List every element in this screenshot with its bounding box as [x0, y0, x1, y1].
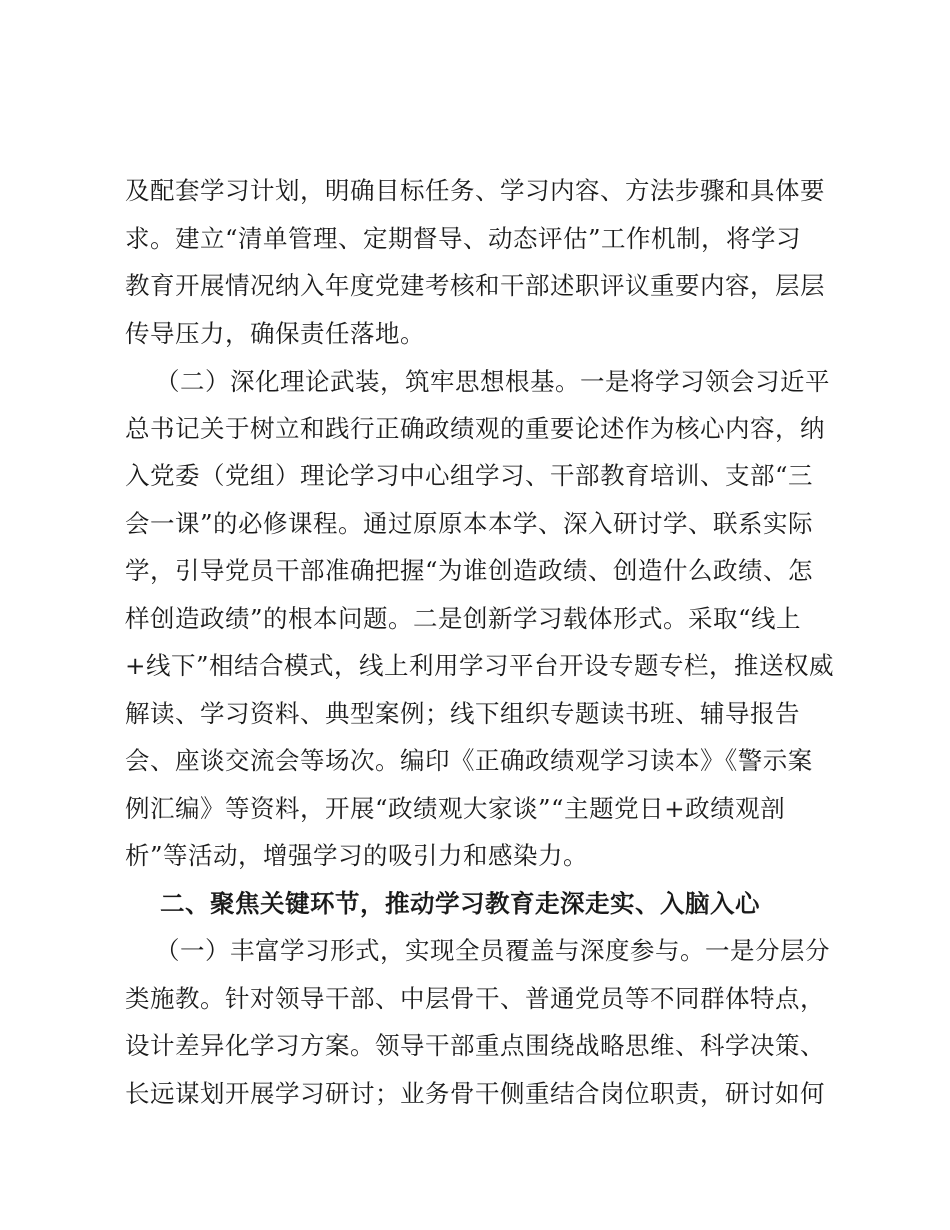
paragraph-line: 设计差异化学习方案。领导干部重点围绕战略思维、科学决策、 — [125, 1031, 825, 1060]
paragraph-line: 教育开展情况纳入年度党建考核和干部述职评议重要内容，层层 — [125, 271, 825, 300]
paragraph-line: 类施教。针对领导干部、中层骨干、普通党员等不同群体特点， — [125, 984, 825, 1013]
section-heading-1: （一）丰富学习形式，实现全员覆盖与深度参与。一是分层分 — [155, 936, 830, 965]
paragraph-line: 例汇编》等资料，开展“政绩观大家谈”“主题党日+政绩观剖 — [125, 794, 786, 823]
section-heading-2: （二）深化理论武装，筑牢思想根基。一是将学习领会习近平 — [155, 367, 830, 396]
paragraph-line: 解读、学习资料、典型案例；线下组织专题读书班、辅导报告 — [125, 699, 800, 728]
paragraph-line: 会、座谈交流会等场次。编印《正确政绩观学习读本》《警示案 — [125, 746, 813, 775]
paragraph-line: 及配套学习计划，明确目标任务、学习内容、方法步骤和具体要 — [125, 176, 825, 205]
paragraph-line: 会一课”的必修课程。通过原原本本学、深入研讨学、联系实际 — [125, 509, 814, 538]
paragraph-line: 长远谋划开展学习研讨；业务骨干侧重结合岗位职责，研讨如何 — [125, 1079, 825, 1108]
paragraph-line: 求。建立“清单管理、定期督导、动态评估”工作机制，将学习 — [125, 224, 802, 253]
paragraph-line: 总书记关于树立和践行正确政绩观的重要论述作为核心内容，纳 — [125, 414, 825, 443]
chapter-heading: 二、聚焦关键环节，推动学习教育走深走实、入脑入心 — [160, 889, 760, 918]
paragraph-line: +线下”相结合模式，线上利用学习平台开设专题专栏，推送权威 — [125, 651, 835, 680]
paragraph-line: 入党委（党组）理论学习中心组学习、干部教育培训、支部“三 — [125, 461, 814, 490]
paragraph-line: 析”等活动，增强学习的吸引力和感染力。 — [125, 841, 589, 870]
paragraph-line: 样创造政绩”的根本问题。二是创新学习载体形式。采取“线上 — [125, 604, 802, 633]
paragraph-line: 传导压力，确保责任落地。 — [125, 319, 425, 348]
paragraph-line: 学，引导党员干部准确把握“为谁创造政绩、创造什么政绩、怎 — [125, 556, 814, 585]
